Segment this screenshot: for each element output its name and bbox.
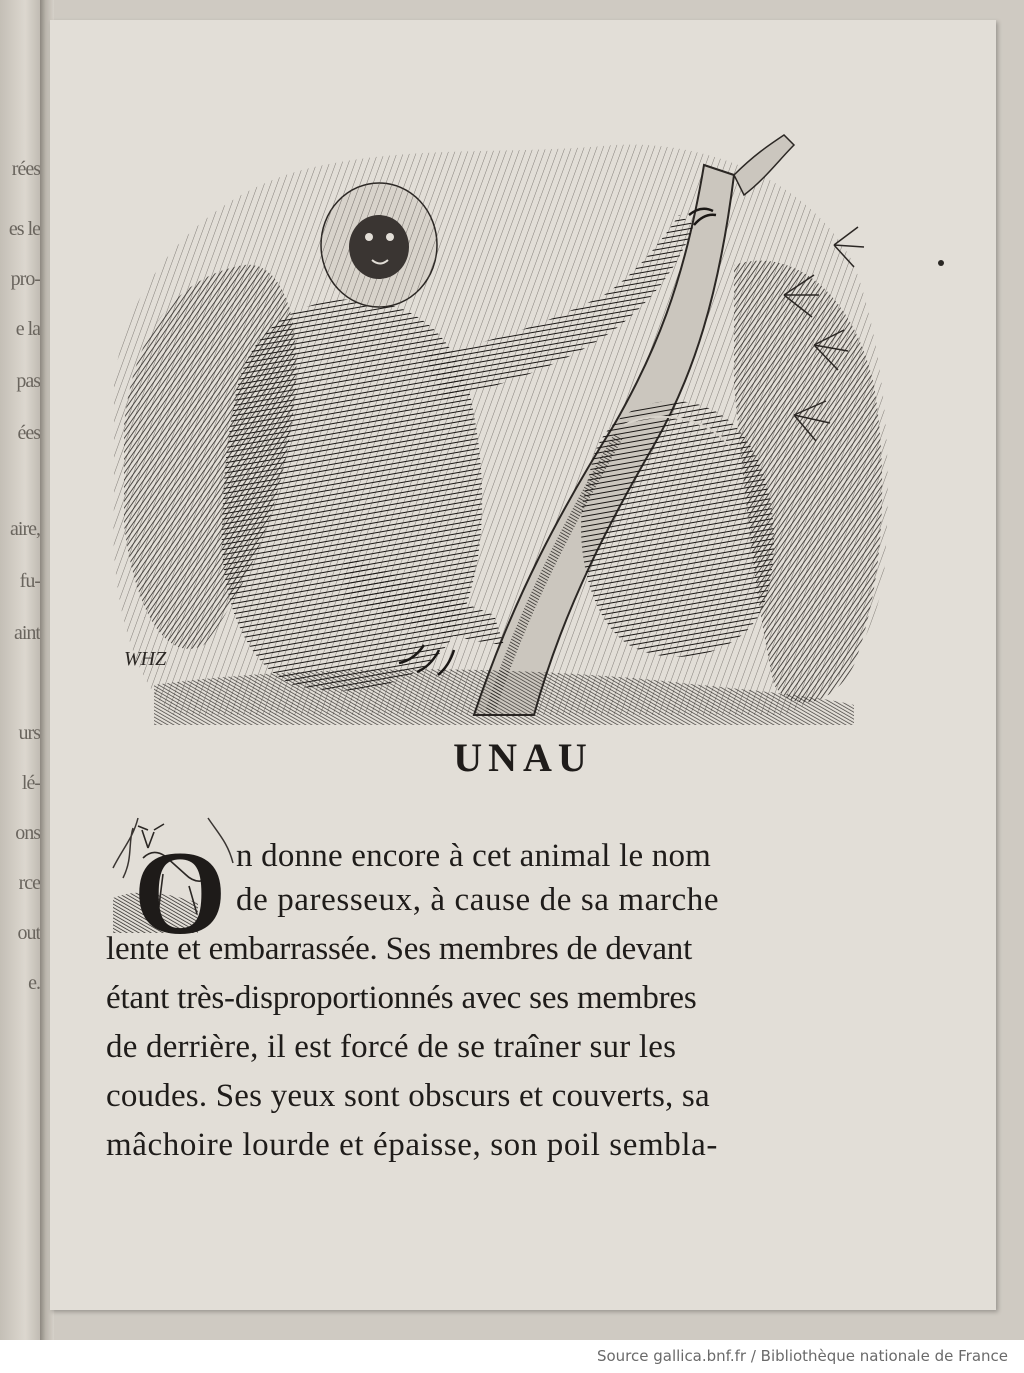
sloth-engraving-illustration (94, 125, 894, 730)
body-text-line: lente et embarrassée. Ses membres de devant (106, 931, 693, 967)
body-text-line: de derrière, il est forcé de se traîner sur les (106, 1029, 677, 1065)
facing-page-fragment: aire, (10, 518, 40, 540)
facing-page-edge (0, 0, 42, 1340)
page-speck (938, 260, 944, 266)
facing-page-fragment: pro- (10, 268, 40, 290)
facing-page-fragment: pas (16, 370, 40, 392)
book-page (50, 20, 996, 1310)
facing-page-fragment: e la (15, 318, 40, 340)
facing-page-fragment: e. (28, 972, 40, 994)
page-title: UNAU (453, 735, 593, 780)
facing-page-fragment: es le (8, 218, 40, 240)
facing-page-fragment: ons (15, 822, 40, 844)
facing-page-fragment: rce (18, 872, 40, 894)
engraver-signature: WHZ (124, 648, 167, 670)
body-text-line: de paresseux, à cause de sa marche (236, 882, 720, 918)
body-text-line: coudes. Ses yeux sont obscurs et couverts, sa (106, 1078, 710, 1114)
ornamental-dropcap (108, 808, 238, 938)
facing-page-fragment: urs (18, 722, 40, 744)
facing-page-fragment: aint (14, 622, 40, 644)
facing-page-fragment: lé- (21, 772, 40, 794)
facing-page-fragment: fu- (19, 570, 40, 592)
facing-page-fragment: rées (11, 158, 40, 180)
body-text-line: n donne encore à cet animal le nom (236, 838, 712, 874)
source-footer (0, 1340, 1024, 1373)
source-credit: Source gallica.bnf.fr / Bibliothèque nationale de France (596, 1347, 1008, 1365)
body-text-line: étant très-disproportionnés avec ses membres (106, 980, 697, 1016)
facing-page-fragment: ées (17, 422, 40, 444)
body-text-line: mâchoire lourde et épaisse, son poil sembla- (106, 1127, 718, 1163)
facing-page-fragment: out (17, 922, 40, 944)
dropcap-letter: O (133, 826, 227, 938)
